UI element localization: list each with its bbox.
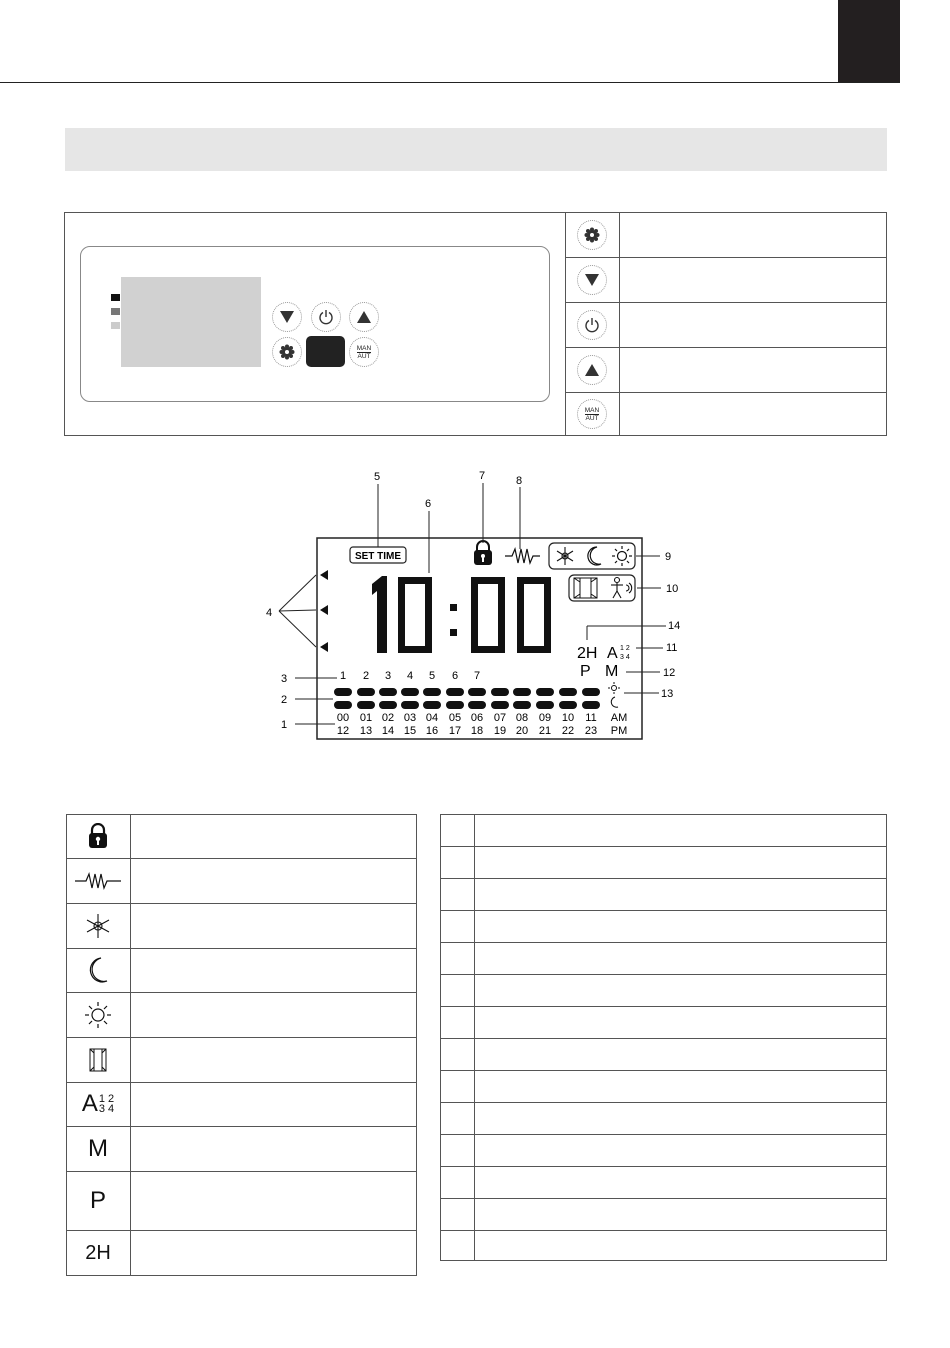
callout-4: 4 (266, 607, 273, 619)
program-bar (582, 701, 600, 709)
legend-power-button (577, 310, 607, 340)
triangle-down-icon (280, 311, 294, 323)
program-bar (357, 701, 375, 709)
program-bar (423, 688, 441, 696)
hour-label: 18 (470, 725, 484, 737)
hour-label: 01 (359, 712, 373, 724)
table-row (66, 948, 130, 992)
callout-12: 12 (663, 667, 676, 679)
led-indicator (111, 308, 120, 315)
legend-man-aut-button (577, 399, 607, 429)
callout-1: 1 (281, 719, 288, 731)
callout-14: 14 (668, 620, 681, 632)
table-row-line (440, 974, 887, 975)
program-bar (401, 701, 419, 709)
table-row-line (440, 1038, 887, 1039)
snowflake-icon (557, 547, 573, 565)
hour-label: 20 (515, 725, 529, 737)
legend-gear-button (577, 220, 607, 250)
table-row-line (440, 1166, 887, 1167)
a-text: A (607, 645, 618, 662)
triangle-up-icon (585, 364, 599, 376)
table-row-line (440, 1102, 887, 1103)
day-number: 6 (451, 670, 459, 682)
hour-label: 04 (425, 712, 439, 724)
hour-label: 06 (470, 712, 484, 724)
panel-row-line (565, 257, 887, 258)
callout-5: 5 (374, 471, 381, 483)
heating-icon (74, 872, 122, 890)
table-row-line (440, 910, 887, 911)
callout-9: 9 (665, 551, 672, 563)
program-bar (513, 701, 531, 709)
hour-label: 10 (561, 712, 575, 724)
day-number: 2 (362, 670, 370, 682)
a-superscript: 1 2 (620, 645, 630, 652)
table-row-line (440, 1230, 887, 1231)
table-row (66, 1082, 130, 1126)
day-arrow (320, 642, 328, 652)
table-row-line (440, 878, 887, 879)
hour-label: 14 (381, 725, 395, 737)
hour-label: 22 (561, 725, 575, 737)
header-rule (0, 82, 900, 83)
man-aut-button[interactable] (349, 337, 379, 367)
hour-label: 02 (381, 712, 395, 724)
callout-6: 6 (425, 498, 432, 510)
program-bar (379, 688, 397, 696)
program-bar (401, 688, 419, 696)
a-digits (99, 1094, 114, 1114)
lock-icon (474, 541, 492, 565)
day-number: 7 (473, 670, 481, 682)
day-number: 4 (406, 670, 414, 682)
window-icon (89, 1048, 107, 1072)
program-bars (334, 688, 600, 709)
center-button[interactable] (306, 336, 345, 367)
day-number: 3 (384, 670, 392, 682)
program-bar (357, 688, 375, 696)
hour-label: 15 (403, 725, 417, 737)
program-bar (536, 701, 554, 709)
panel-divider (619, 212, 620, 436)
program-bar (379, 701, 397, 709)
hour-label: 08 (515, 712, 529, 724)
callout-13: 13 (661, 688, 674, 700)
table-row-line (440, 1198, 887, 1199)
table-row-line (440, 1134, 887, 1135)
callout-3: 3 (281, 673, 288, 685)
callout-10: 10 (666, 583, 679, 595)
hour-label: 17 (448, 725, 462, 737)
power-icon (584, 317, 600, 333)
moon-icon (588, 547, 601, 565)
hour-label: 19 (493, 725, 507, 737)
two-h-text: 2H (577, 645, 598, 662)
table-row-line (440, 942, 887, 943)
program-bar (491, 688, 509, 696)
program-bar (491, 701, 509, 709)
program-bar (468, 688, 486, 696)
table-row (66, 814, 130, 858)
aut-label: AUT (585, 414, 599, 422)
moon-icon (87, 956, 109, 984)
hour-label: 12 (336, 725, 350, 737)
sun-icon (84, 1001, 112, 1029)
hours-bottom (337, 725, 597, 737)
a-superscript: 1 2 (98, 1093, 115, 1105)
program-bar (334, 688, 352, 696)
a-subscript: 3 4 (98, 1103, 115, 1115)
led-indicator (111, 322, 120, 329)
device-screen (121, 277, 261, 367)
hour-label: 09 (538, 712, 552, 724)
panel-divider (565, 212, 566, 436)
small-sun-icon (608, 682, 620, 694)
hour-label: 21 (538, 725, 552, 737)
day-number: 5 (428, 670, 436, 682)
legend-up-button (577, 355, 607, 385)
program-bar (423, 701, 441, 709)
detection-box (569, 575, 635, 601)
page-tab (838, 0, 900, 82)
table-row (66, 1126, 130, 1171)
led-indicator (111, 294, 120, 301)
program-bar (582, 688, 600, 696)
table-row-line (440, 1070, 887, 1071)
table-row-line (440, 846, 887, 847)
hour-label: 05 (448, 712, 462, 724)
aut-label: AUT (357, 352, 371, 360)
gear-icon (584, 227, 600, 243)
hour-label: 13 (359, 725, 373, 737)
a-subscript: 3 4 (620, 654, 630, 661)
set-time-text: SET TIME (354, 551, 402, 562)
day-arrow (320, 570, 328, 580)
a-letter: A (81, 1090, 98, 1117)
program-bar (559, 701, 577, 709)
hour-label: 07 (493, 712, 507, 724)
sun-icon (612, 546, 632, 566)
panel-row-line (565, 347, 887, 348)
power-button[interactable] (311, 302, 341, 332)
table-row (66, 1037, 130, 1082)
program-bar (468, 701, 486, 709)
program-bar (446, 688, 464, 696)
p-text: P (580, 663, 591, 680)
panel-row-line (565, 392, 887, 393)
callout-2: 2 (281, 694, 288, 706)
settings-button[interactable] (272, 337, 302, 367)
hour-label: 23 (584, 725, 598, 737)
power-icon (318, 309, 334, 325)
program-bar (513, 688, 531, 696)
p-letter: P (89, 1186, 106, 1214)
table-divider (130, 814, 131, 1276)
day-arrow (320, 605, 328, 615)
man-label: MAN (584, 406, 600, 414)
m-text: M (605, 663, 619, 680)
table-row (66, 1171, 130, 1230)
table-row (66, 858, 130, 903)
snowflake-icon (85, 913, 111, 939)
program-bar (559, 688, 577, 696)
program-bar (334, 701, 352, 709)
lock-icon (88, 823, 108, 849)
callout-11: 11 (666, 642, 678, 654)
program-bar (446, 701, 464, 709)
hours-top (337, 712, 597, 724)
clock-display (372, 576, 551, 653)
legend-down-button (577, 265, 607, 295)
table-row (66, 992, 130, 1037)
panel-row-line (565, 302, 887, 303)
up-button[interactable] (349, 302, 379, 332)
day-number: 1 (339, 670, 347, 682)
hour-label: 11 (585, 712, 597, 724)
window-icon (574, 578, 597, 598)
down-button[interactable] (272, 302, 302, 332)
pm-text: PM (610, 725, 628, 737)
heating-icon (505, 549, 540, 563)
table-row (66, 1230, 130, 1276)
table-row (66, 903, 130, 948)
program-bar (536, 688, 554, 696)
hour-label: 03 (403, 712, 417, 724)
callout-8: 8 (516, 475, 523, 487)
hour-label: 00 (336, 712, 350, 724)
m-letter: M (88, 1134, 108, 1162)
am-text: AM (610, 712, 628, 724)
man-label: MAN (356, 344, 372, 352)
lcd-diagram (0, 460, 950, 760)
triangle-down-icon (585, 274, 599, 286)
section-title-bar (65, 128, 887, 171)
two-h-letter: 2H (85, 1241, 111, 1264)
callout-7: 7 (479, 470, 486, 482)
triangle-up-icon (357, 311, 371, 323)
gear-icon (279, 344, 295, 360)
small-moon-icon (611, 697, 618, 707)
hour-label: 16 (425, 725, 439, 737)
presence-icon (611, 578, 632, 599)
day-numbers (340, 670, 480, 682)
table-row-line (440, 1006, 887, 1007)
